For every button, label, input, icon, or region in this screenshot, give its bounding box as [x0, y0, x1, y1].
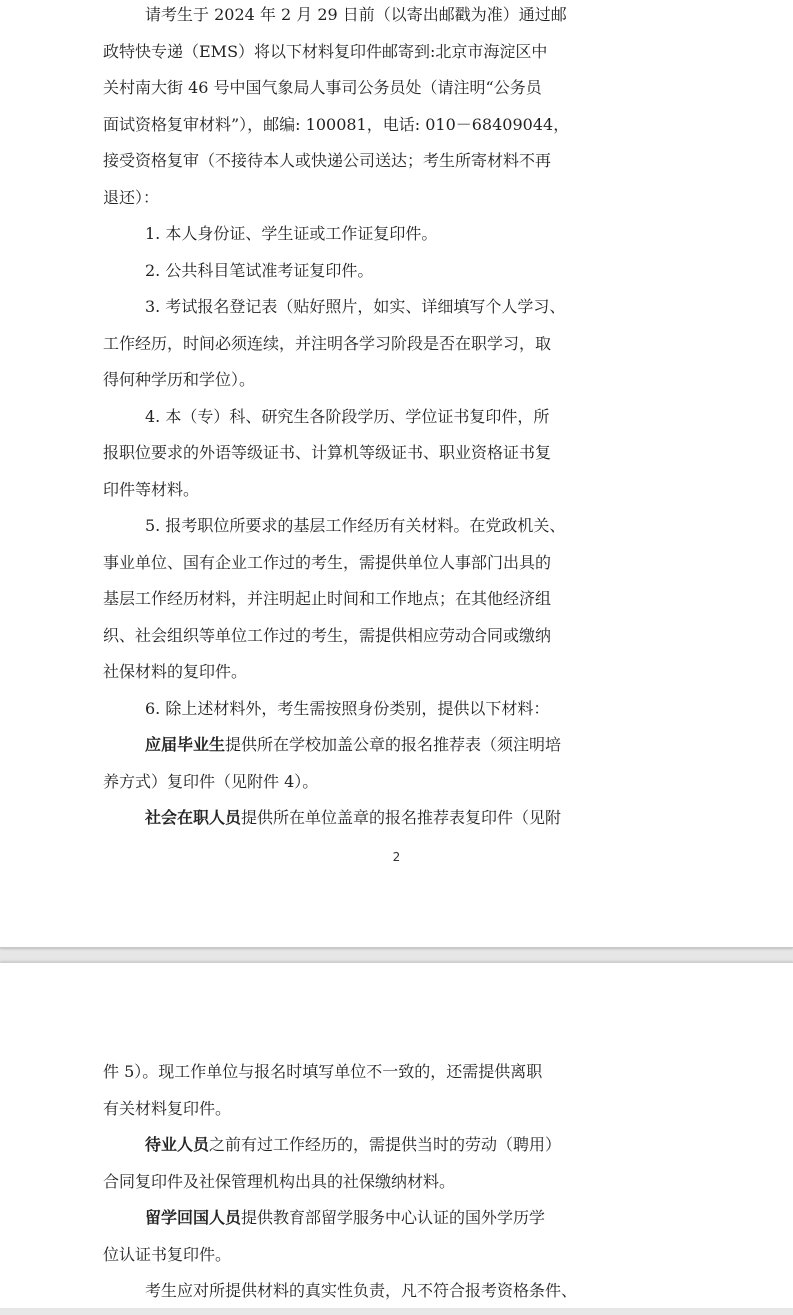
body-text: 之前有过工作经历的，需提供当时的劳动（聘用） — [209, 1135, 562, 1154]
text-line — [103, 659, 693, 696]
text-line — [103, 404, 693, 441]
body-text: 养方式）复印件（见附件 4）。 — [103, 771, 319, 791]
body-text: 退还）： — [103, 187, 160, 207]
text-line — [103, 112, 693, 149]
bold-heading-text: 待业人员 — [145, 1135, 210, 1154]
text-line — [103, 294, 693, 331]
text-line — [103, 258, 693, 295]
text-line — [103, 696, 693, 733]
bold-heading-text: 应届毕业生 — [145, 735, 226, 754]
text-line — [103, 2, 693, 39]
body-text: 件 5）。现工作单位与报名时填写单位不一致的，还需提供离职 — [103, 1062, 543, 1081]
text-line — [103, 331, 693, 368]
body-text: 提供教育部留学服务中心认证的国外学历学 — [241, 1208, 546, 1227]
text-line — [103, 623, 693, 660]
bold-heading-text: 社会在职人员 — [145, 808, 242, 827]
text-line — [103, 586, 693, 623]
body-text: 社保材料的复印件。 — [103, 662, 248, 681]
text-line — [103, 1096, 693, 1133]
text-line — [103, 1169, 693, 1206]
page-number: 2 — [392, 850, 401, 864]
text-line — [103, 513, 693, 550]
body-text: 3. 考试报名登记表（贴好照片，如实、详细填写个人学习、 — [145, 297, 566, 316]
body-text: 织、社会组织等单位工作过的考生，需提供相应劳动合同或缴纳 — [103, 625, 552, 645]
body-text: 1. 本人身份证、学生证或工作证复印件。 — [145, 224, 438, 243]
body-text: 面试资格复审材料”），邮编: 100081，电话: 010－68409044， — [103, 114, 570, 134]
body-text: 位认证书复印件。 — [103, 1244, 232, 1264]
text-line — [103, 805, 693, 842]
text-line — [103, 440, 693, 477]
text-line — [103, 1242, 693, 1279]
body-text: 工作经历，时间必须连续，并注明各学习阶段是否在职学习，取 — [103, 333, 552, 353]
text-line — [103, 1278, 693, 1315]
body-text: 政特快专递（EMS）将以下材料复印件邮寄到:北京市海淀区中 — [103, 41, 548, 61]
body-text: 6. 除上述材料外，考生需按照身份类别，提供以下材料： — [145, 698, 550, 718]
text-line — [103, 769, 693, 806]
body-text: 事业单位、国有企业工作过的考生，需提供单位人事部门出具的 — [103, 552, 552, 572]
body-text: 请考生于 2024 年 2 月 29 日前（以寄出邮戳为准）通过邮 — [145, 5, 567, 24]
bold-heading-text: 留学回国人员 — [145, 1208, 242, 1227]
text-line — [103, 221, 693, 258]
body-text: 接受资格复审（不接待本人或快递公司送达；考生所寄材料不再 — [103, 151, 552, 170]
text-line — [103, 1205, 693, 1242]
body-text: 有关材料复印件。 — [103, 1098, 232, 1118]
body-text: 基层工作经历材料，并注明起止时间和工作地点；在其他经济组 — [103, 589, 552, 608]
body-text: 2. 公共科目笔试准考证复印件。 — [145, 260, 374, 280]
body-text: 4. 本（专）科、研究生各阶段学历、学位证书复印件，所 — [145, 406, 550, 426]
page-text-block — [103, 2, 693, 842]
body-text: 提供所在学校加盖公章的报名推荐表（须注明培 — [225, 735, 562, 754]
text-line — [103, 148, 693, 185]
text-line — [103, 75, 693, 112]
body-text: 关村南大街 46 号中国气象局人事司公务员处（请注明“公务员 — [103, 78, 542, 97]
text-line — [103, 732, 693, 769]
page-text-block-continued — [103, 1059, 693, 1315]
body-text: 印件等材料。 — [103, 479, 200, 499]
text-line — [103, 477, 693, 514]
body-text: 合同复印件及社保管理机构出具的社保缴纳材料。 — [103, 1171, 456, 1191]
body-text: 考生应对所提供材料的真实性负责，凡不符合报考资格条件、 — [145, 1281, 578, 1300]
body-text: 5. 报考职位所要求的基层工作经历有关材料。在党政机关、 — [145, 516, 566, 535]
body-text: 提供所在单位盖章的报名推荐表复印件（见附 — [241, 808, 562, 827]
text-line — [103, 550, 693, 587]
body-text: 得何种学历和学位）。 — [103, 370, 256, 389]
text-line — [103, 367, 693, 404]
text-line — [103, 1132, 693, 1169]
text-line — [103, 1059, 693, 1096]
text-line — [103, 185, 693, 222]
text-line — [103, 39, 693, 76]
body-text: 报职位要求的外语等级证书、计算机等级证书、职业资格证书复 — [103, 443, 552, 462]
